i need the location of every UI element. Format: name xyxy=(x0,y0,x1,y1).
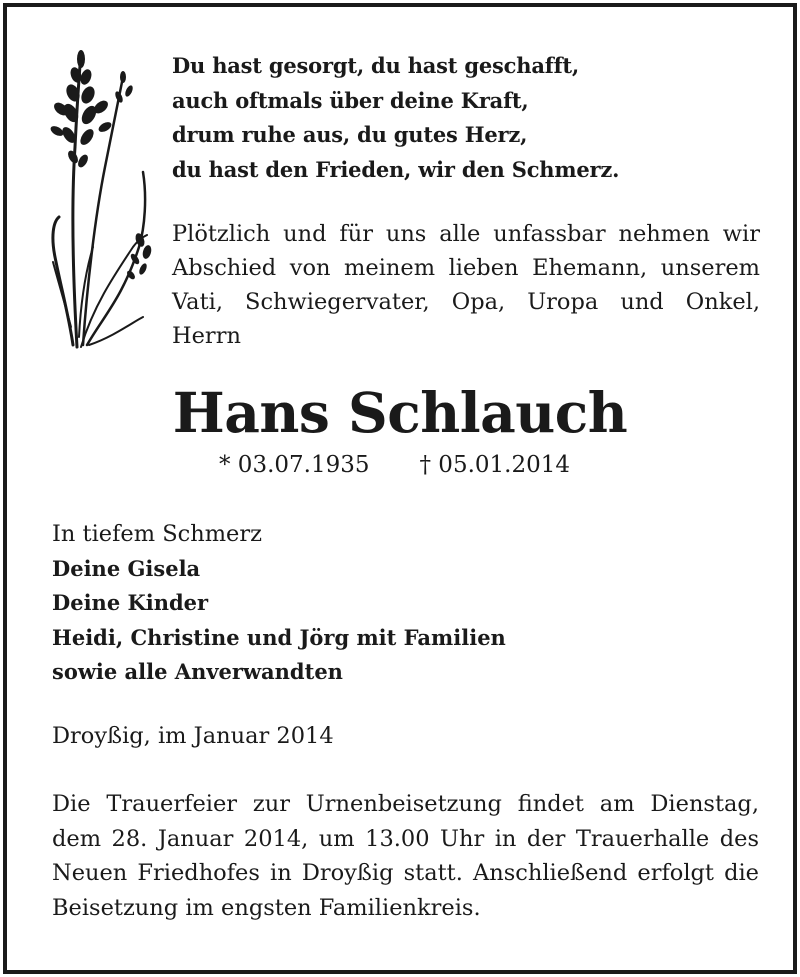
poem-verse xyxy=(172,49,619,187)
mourner-name: Deine Kinder xyxy=(52,590,209,615)
mourners-list xyxy=(52,517,506,690)
poem-line: du hast den Frieden, wir den Schmerz. xyxy=(172,156,620,182)
poem-line: auch oftmals über deine Kraft, xyxy=(172,87,529,113)
death-date: † 05.01.2014 xyxy=(419,452,570,478)
mourner-name: Deine Gisela xyxy=(52,555,201,581)
place-date: Droyßig, im Januar 2014 xyxy=(52,723,334,749)
mourner-name: sowie alle Anverwandten xyxy=(52,659,343,684)
poem-line: Du hast gesorgt, du hast geschafft, xyxy=(172,53,580,78)
poem-line: drum ruhe aus, du gutes Herz, xyxy=(172,122,528,147)
intro-paragraph: Plötzlich und für uns alle unfassbar nehmen wir Abschied von meinem lieben Ehemann, unserem Vati, Schwiegervater, Opa, Uropa und Onkel, Herrn xyxy=(172,221,760,349)
life-dates xyxy=(219,449,570,481)
obituary-notice xyxy=(3,3,797,974)
grass-plant-icon xyxy=(43,47,155,349)
ceremony-text: Die Trauerfeier zur Urnenbeisetzung findet am Dienstag, dem 28. Januar 2014, um 13.00 Uhr in der Trauerhalle des Neuen Friedhofes in Droyßig statt. Anschließend erfolgt die Beisetzung im engsten Familienkreis. xyxy=(52,791,759,921)
mourner-name: Heidi, Christine und Jörg mit Familien xyxy=(52,624,506,650)
birth-date: * 03.07.1935 xyxy=(219,452,370,478)
deceased-name: Hans Schlauch xyxy=(172,380,628,445)
mourners-intro: In tiefem Schmerz xyxy=(52,521,262,547)
